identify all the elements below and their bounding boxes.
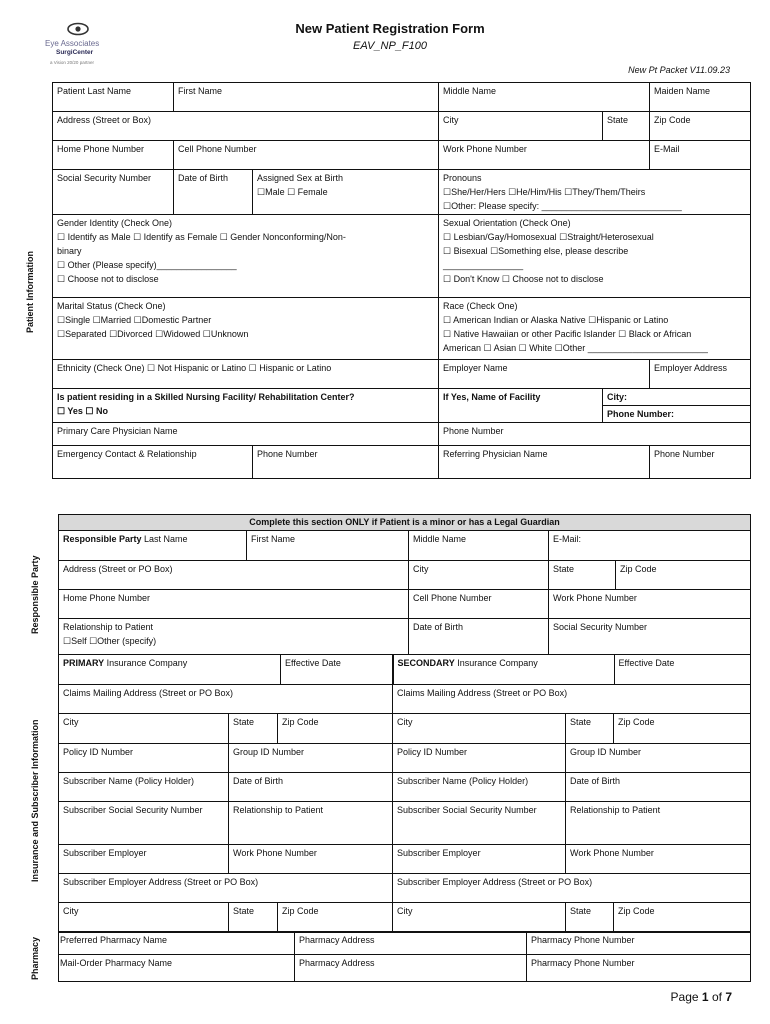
responsible-banner: Complete this section ONLY if Patient is a minor or has a Legal Guardian — [59, 515, 751, 531]
patient-state-field[interactable]: State — [603, 112, 650, 141]
secondary-rest: Insurance Company — [454, 658, 538, 668]
patient-pronouns-field[interactable] — [439, 170, 751, 215]
primary-city[interactable]: City — [59, 714, 229, 744]
gender-options-2: binary — [57, 246, 82, 256]
rp-zip-field[interactable]: Zip Code — [616, 561, 751, 590]
insurance-table — [58, 654, 751, 933]
primary-employer-state[interactable]: State — [229, 903, 278, 932]
primary-employer-zip[interactable]: Zip Code — [282, 906, 319, 916]
marital-options-1[interactable]: ☐Single ☐Married ☐Domestic Partner — [57, 315, 212, 325]
patient-last-name-field[interactable]: Patient Last Name — [53, 83, 174, 112]
sexual-orientation-field[interactable] — [439, 215, 751, 298]
secondary-group-id[interactable]: Group ID Number — [566, 744, 751, 773]
secondary-state[interactable]: State — [566, 714, 614, 743]
ethnicity-field[interactable]: Ethnicity (Check One) ☐ Not Hispanic or Latino ☐ Hispanic or Latino — [53, 360, 439, 389]
patient-home-phone-field[interactable]: Home Phone Number — [53, 141, 174, 170]
responsible-party-table — [58, 514, 751, 655]
primary-company[interactable] — [59, 655, 281, 684]
primary-employer-address[interactable]: Subscriber Employer Address (Street or PO Box) — [59, 874, 393, 903]
page-word: Page — [670, 990, 699, 1004]
packet-version: New Pt Packet V11.09.23 — [628, 65, 730, 75]
primary-subscriber-dob[interactable]: Date of Birth — [229, 773, 393, 802]
secondary-employer-state[interactable]: State — [566, 903, 614, 932]
mail-order-pharmacy-address[interactable]: Pharmacy Address — [295, 955, 527, 982]
marital-label: Marital Status (Check One) — [57, 301, 166, 311]
primary-insurance-field[interactable] — [59, 655, 393, 685]
primary-bold: PRIMARY — [63, 658, 105, 668]
primary-claims-address[interactable]: Claims Mailing Address (Street or PO Box) — [59, 685, 393, 714]
secondary-employer-zip[interactable]: Zip Code — [618, 906, 655, 916]
secondary-subscriber-name[interactable]: Subscriber Name (Policy Holder) — [393, 773, 566, 802]
facility-contact-field[interactable] — [603, 389, 751, 423]
facility-name-field[interactable]: If Yes, Name of Facility — [439, 389, 603, 423]
employer-name-field[interactable]: Employer Name — [439, 360, 650, 389]
primary-employer-state-zip[interactable] — [229, 903, 393, 933]
patient-information-table — [52, 82, 751, 479]
logo-line1: Eye Associates — [45, 39, 100, 48]
snf-question-field[interactable] — [53, 389, 439, 423]
rp-cell-phone-field[interactable]: Cell Phone Number — [409, 590, 549, 619]
primary-effective-date[interactable]: Effective Date — [285, 658, 341, 668]
referring-phone-field[interactable]: Phone Number — [650, 446, 751, 479]
facility-city-field[interactable]: City: — [603, 389, 750, 406]
rp-relationship-options[interactable]: ☐Self ☐Other (specify) — [63, 636, 157, 646]
patient-sex-field[interactable] — [253, 170, 439, 215]
snf-options[interactable]: ☐ Yes ☐ No — [57, 406, 108, 416]
page-number: 1 — [701, 990, 709, 1004]
emergency-contact-field[interactable]: Emergency Contact & Relationship — [53, 446, 253, 479]
primary-state-zip[interactable] — [229, 714, 393, 744]
race-field[interactable] — [439, 298, 751, 360]
rp-home-phone-field[interactable]: Home Phone Number — [59, 590, 409, 619]
patient-middle-name-field[interactable]: Middle Name — [439, 83, 650, 112]
primary-subscriber-employer[interactable]: Subscriber Employer — [59, 845, 229, 874]
secondary-subscriber-dob[interactable]: Date of Birth — [566, 773, 751, 802]
rp-email-field[interactable]: E-Mail: — [549, 531, 751, 561]
patient-zip-field[interactable]: Zip Code — [650, 112, 751, 141]
of-word: of — [711, 990, 722, 1004]
secondary-subscriber-ssn[interactable]: Subscriber Social Security Number — [393, 802, 566, 845]
pcp-name-field[interactable]: Primary Care Physician Name — [53, 423, 439, 446]
snf-question: Is patient residing in a Skilled Nursing Facility/ Rehabilitation Center? — [57, 392, 355, 402]
marital-options-2[interactable]: ☐Separated ☐Divorced ☐Widowed ☐Unknown — [57, 329, 249, 339]
pronouns-options-2[interactable]: ☐Other: Please specify: ____________________________ — [443, 201, 682, 211]
rp-city-field[interactable]: City — [409, 561, 549, 590]
eye-associates-logo — [42, 22, 114, 74]
patient-cell-phone-field[interactable]: Cell Phone Number — [174, 141, 439, 170]
primary-relationship[interactable]: Relationship to Patient — [229, 802, 393, 845]
secondary-state-zip[interactable] — [566, 714, 751, 744]
secondary-company[interactable] — [394, 655, 615, 684]
race-options-3[interactable]: American ☐ Asian ☐ White ☐Other ________________________ — [443, 343, 708, 353]
patient-city-field[interactable]: City — [439, 112, 603, 141]
page-indicator — [671, 990, 732, 1004]
primary-rest: Insurance Company — [104, 658, 188, 668]
secondary-city[interactable]: City — [393, 714, 566, 744]
preferred-pharmacy-field[interactable]: Preferred Pharmacy Name — [59, 932, 295, 955]
logo-line3: a Vision 20/20 partner — [50, 60, 94, 65]
secondary-employer-state-zip[interactable] — [566, 903, 751, 933]
section-label-responsible: Responsible Party — [30, 555, 40, 634]
section-label-insurance: Insurance and Subscriber Information — [30, 719, 40, 882]
patient-address-field[interactable]: Address (Street or Box) — [53, 112, 439, 141]
gender-identity-field[interactable] — [53, 215, 439, 298]
patient-work-phone-field[interactable]: Work Phone Number — [439, 141, 650, 170]
form-code: EAV_NP_F100 — [353, 40, 427, 52]
primary-employer-city[interactable]: City — [59, 903, 229, 933]
race-options-2[interactable]: ☐ Native Hawaiian or other Pacific Islander ☐ Black or African — [443, 329, 692, 339]
mail-order-pharmacy-phone[interactable]: Pharmacy Phone Number — [527, 955, 751, 982]
rp-dob-field[interactable]: Date of Birth — [409, 619, 549, 655]
preferred-pharmacy-address[interactable]: Pharmacy Address — [295, 932, 527, 955]
primary-subscriber-name[interactable]: Subscriber Name (Policy Holder) — [59, 773, 229, 802]
section-label-pharmacy: Pharmacy — [30, 936, 40, 980]
patient-first-name-field[interactable]: First Name — [174, 83, 439, 112]
facility-phone-field[interactable]: Phone Number: — [607, 409, 675, 419]
form-title: New Patient Registration Form — [295, 21, 485, 36]
primary-zip[interactable]: Zip Code — [282, 717, 319, 727]
emergency-phone-field[interactable]: Phone Number — [253, 446, 439, 479]
gender-label: Gender Identity (Check One) — [57, 218, 173, 228]
rp-last-name-field[interactable] — [59, 531, 247, 561]
orientation-options-3[interactable]: ________________ — [443, 260, 524, 270]
primary-work-phone[interactable]: Work Phone Number — [229, 845, 393, 874]
secondary-insurance-field[interactable] — [393, 655, 751, 685]
race-options-1[interactable]: ☐ American Indian or Alaska Native ☐Hispanic or Latino — [443, 315, 669, 325]
gender-options-1[interactable]: ☐ Identify as Male ☐ Identify as Female ☐ Gender Nonconforming/Non- — [57, 232, 346, 242]
pcp-phone-field[interactable]: Phone Number — [439, 423, 751, 446]
rp-relationship-label: Relationship to Patient — [63, 622, 154, 632]
secondary-relationship[interactable]: Relationship to Patient — [566, 802, 751, 845]
patient-ssn-field[interactable]: Social Security Number — [53, 170, 174, 215]
sex-label: Assigned Sex at Birth — [257, 173, 344, 183]
patient-email-field[interactable]: E-Mail — [650, 141, 751, 170]
sex-options[interactable]: ☐Male ☐ Female — [257, 187, 328, 197]
rp-middle-name-field[interactable]: Middle Name — [409, 531, 549, 561]
patient-dob-field[interactable]: Date of Birth — [174, 170, 253, 215]
orientation-options-2[interactable]: ☐ Bisexual ☐Something else, please describe — [443, 246, 629, 256]
mail-order-pharmacy-field[interactable]: Mail-Order Pharmacy Name — [59, 955, 295, 982]
employer-address-field[interactable]: Employer Address — [650, 360, 751, 389]
rp-state-field[interactable]: State — [549, 561, 616, 590]
secondary-work-phone[interactable]: Work Phone Number — [566, 845, 751, 874]
rp-first-name-field[interactable]: First Name — [247, 531, 409, 561]
rp-ssn-field[interactable]: Social Security Number — [549, 619, 751, 655]
pronouns-label: Pronouns — [443, 173, 482, 183]
logo-line2: SurgiCenter — [56, 49, 94, 56]
primary-subscriber-ssn[interactable]: Subscriber Social Security Number — [59, 802, 229, 845]
primary-group-id[interactable]: Group ID Number — [229, 744, 393, 773]
section-label-patient: Patient Information — [25, 250, 35, 333]
eye-logo-icon — [66, 22, 90, 36]
rp-work-phone-field[interactable]: Work Phone Number — [549, 590, 751, 619]
pharmacy-table — [58, 931, 751, 982]
primary-policy-id[interactable]: Policy ID Number — [59, 744, 229, 773]
page-total: 7 — [725, 990, 732, 1004]
race-label: Race (Check One) — [443, 301, 518, 311]
marital-status-field[interactable] — [53, 298, 439, 360]
rp-relationship-field[interactable] — [59, 619, 409, 655]
secondary-employer-city[interactable]: City — [393, 903, 566, 933]
gender-options-4[interactable]: ☐ Choose not to disclose — [57, 274, 159, 284]
orientation-options-4[interactable]: ☐ Don't Know ☐ Choose not to disclose — [443, 274, 604, 284]
referring-physician-field[interactable]: Referring Physician Name — [439, 446, 650, 479]
secondary-claims-address[interactable]: Claims Mailing Address (Street or PO Box) — [393, 685, 751, 714]
secondary-policy-id[interactable]: Policy ID Number — [393, 744, 566, 773]
orientation-options-1[interactable]: ☐ Lesbian/Gay/Homosexual ☐Straight/Heterosexual — [443, 232, 654, 242]
secondary-employer-address[interactable]: Subscriber Employer Address (Street or PO Box) — [393, 874, 751, 903]
pronouns-options-1[interactable]: ☐She/Her/Hers ☐He/Him/His ☐They/Them/Theirs — [443, 187, 646, 197]
gender-options-3[interactable]: ☐ Other (Please specify)________________ — [57, 260, 237, 270]
patient-maiden-name-field[interactable]: Maiden Name — [650, 83, 751, 112]
secondary-subscriber-employer[interactable]: Subscriber Employer — [393, 845, 566, 874]
secondary-bold: SECONDARY — [397, 658, 455, 668]
secondary-zip[interactable]: Zip Code — [618, 717, 655, 727]
rp-address-field[interactable]: Address (Street or PO Box) — [59, 561, 409, 590]
secondary-effective-date[interactable]: Effective Date — [618, 658, 675, 668]
primary-state[interactable]: State — [229, 714, 278, 743]
rp-last-name-bold: Responsible Party — [63, 534, 142, 544]
orientation-label: Sexual Orientation (Check One) — [443, 218, 571, 228]
preferred-pharmacy-phone[interactable]: Pharmacy Phone Number — [527, 932, 751, 955]
rp-last-name-rest: Last Name — [141, 534, 188, 544]
